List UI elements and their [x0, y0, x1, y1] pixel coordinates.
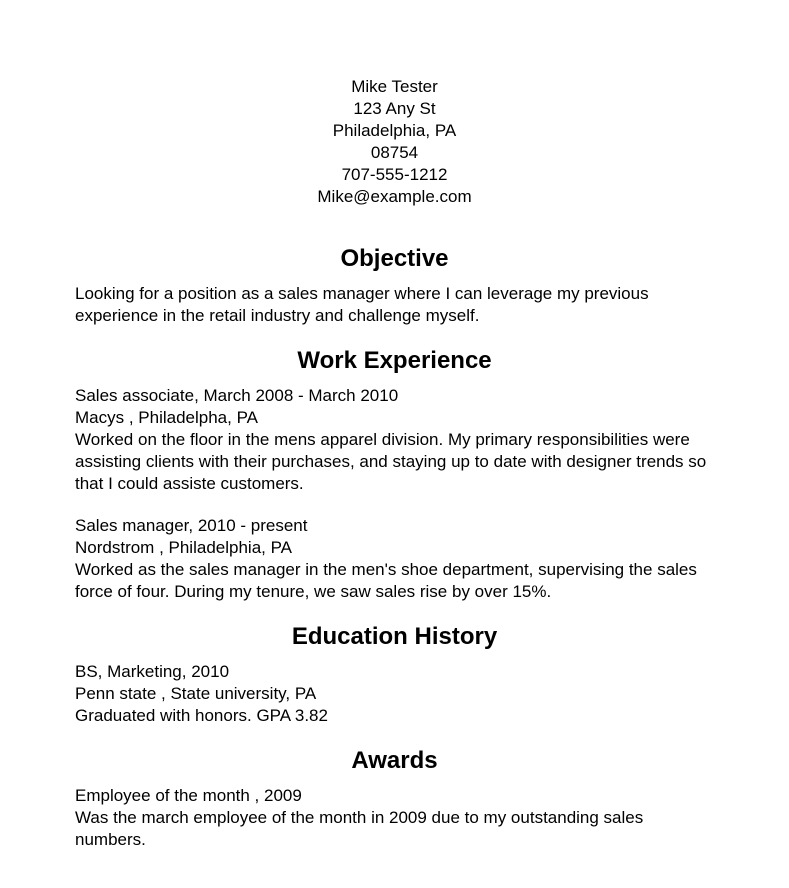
- work-experience-heading: Work Experience: [297, 347, 492, 374]
- contact-name: Mike Tester: [351, 77, 438, 96]
- job-entry: [75, 385, 714, 495]
- job-company-location: Nordstrom , Philadelphia, PA: [75, 538, 293, 557]
- education-entry: [75, 661, 714, 727]
- job-title-dates: Sales manager, 2010 - present: [75, 516, 308, 535]
- job-entry: [75, 515, 714, 603]
- award-title: Employee of the month , 2009: [75, 786, 302, 805]
- education-honors: Graduated with honors. GPA 3.82: [75, 706, 328, 725]
- award-description: Was the march employee of the month in 2009 due to my outstanding sales numbers.: [75, 808, 644, 849]
- education-degree: BS, Marketing, 2010: [75, 662, 230, 681]
- job-company-location: Macys , Philadelpha, PA: [75, 408, 258, 427]
- job-title-dates: Sales associate, March 2008 - March 2010: [75, 386, 399, 405]
- awards-heading: Awards: [351, 747, 438, 774]
- objective-heading: Objective: [340, 245, 449, 272]
- contact-street: 123 Any St: [353, 99, 436, 118]
- contact-city-state: Philadelphia, PA: [332, 121, 457, 140]
- education-school-location: Penn state , State university, PA: [75, 684, 317, 703]
- job-description: Worked on the floor in the mens apparel division. My primary responsibilities were assisting clients with their purchases, and staying up to date with designer trends so that I could assiste customers.: [75, 430, 707, 493]
- award-entry: [75, 785, 714, 851]
- objective-text: Looking for a position as a sales manager where I can leverage my previous experience in the retail industry and challenge myself.: [75, 284, 649, 325]
- education-heading: Education History: [291, 623, 498, 650]
- job-description: Worked as the sales manager in the men's shoe department, supervising the sales force of four. During my tenure, we saw sales rise by over 15%.: [75, 560, 697, 601]
- contact-email: Mike@example.com: [317, 187, 472, 206]
- contact-zip: 08754: [370, 143, 419, 162]
- contact-header: [75, 76, 714, 208]
- contact-phone: 707-555-1212: [341, 165, 448, 184]
